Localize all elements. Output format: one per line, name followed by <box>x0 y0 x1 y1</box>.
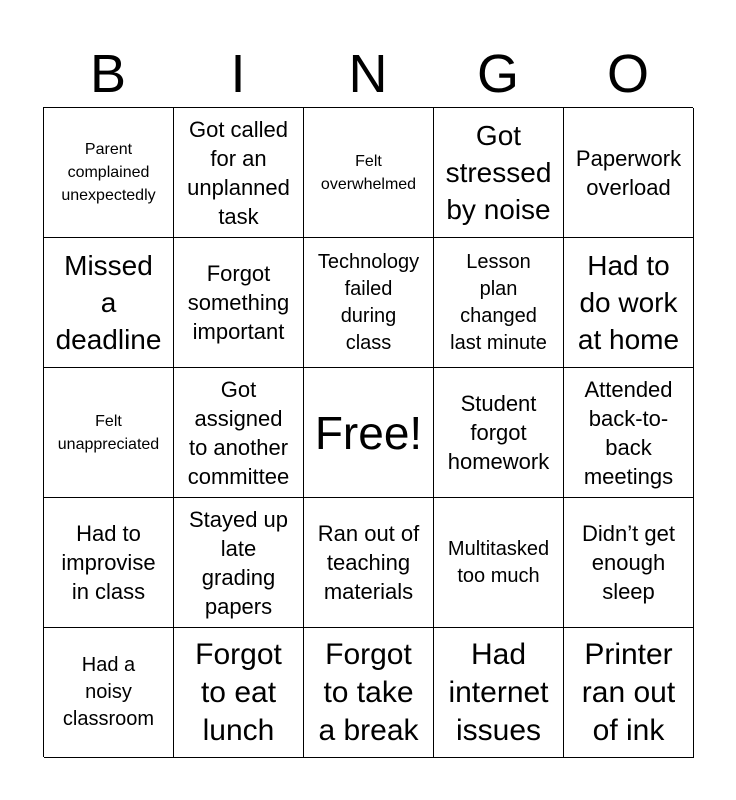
bingo-cell-r3c5[interactable] <box>564 368 694 498</box>
free-space[interactable] <box>304 368 434 498</box>
cell-text: Attended back-to- back meetings <box>583 376 674 489</box>
cell-text: Student forgot homework <box>447 391 550 474</box>
bingo-cell-r2c1[interactable] <box>44 238 174 368</box>
cell-text: Paperwork overload <box>575 145 682 200</box>
bingo-cell-r4c3[interactable] <box>304 498 434 628</box>
cell-text: Got stressed by noise <box>445 120 552 225</box>
bingo-cell-r5c5[interactable] <box>564 628 694 758</box>
cell-text: Ran out of teaching materials <box>317 521 420 604</box>
bingo-cell-r2c2[interactable] <box>174 238 304 368</box>
bingo-cell-r1c3[interactable] <box>304 108 434 238</box>
bingo-cell-r2c4[interactable] <box>434 238 564 368</box>
bingo-cell-r3c1[interactable] <box>44 368 174 498</box>
header-letter-i: I <box>230 44 246 104</box>
bingo-board <box>43 107 693 757</box>
bingo-header <box>43 40 693 108</box>
cell-text: Felt overwhelmed <box>320 152 417 193</box>
bingo-cell-r1c4[interactable] <box>434 108 564 238</box>
free-space-text: Free! <box>314 406 423 459</box>
cell-text: Missed a deadline <box>55 250 162 355</box>
cell-text: Printer ran out of ink <box>581 637 676 747</box>
header-letter-n: N <box>348 44 388 104</box>
cell-text: Had internet issues <box>448 637 549 747</box>
bingo-cell-r1c2[interactable] <box>174 108 304 238</box>
bingo-cell-r3c2[interactable] <box>174 368 304 498</box>
bingo-cell-r5c4[interactable] <box>434 628 564 758</box>
cell-text: Forgot to eat lunch <box>195 637 282 747</box>
bingo-cell-r5c2[interactable] <box>174 628 304 758</box>
bingo-cell-r4c4[interactable] <box>434 498 564 628</box>
bingo-cell-r1c5[interactable] <box>564 108 694 238</box>
cell-text: Had a noisy classroom <box>62 654 155 730</box>
header-letter-b: B <box>89 44 127 104</box>
cell-text: Didn’t get enough sleep <box>582 521 675 604</box>
bingo-cell-r5c1[interactable] <box>44 628 174 758</box>
cell-text: Forgot something important <box>187 261 290 344</box>
bingo-cell-r2c5[interactable] <box>564 238 694 368</box>
bingo-cell-r4c2[interactable] <box>174 498 304 628</box>
bingo-cell-r3c4[interactable] <box>434 368 564 498</box>
header-letter-g: G <box>476 44 519 104</box>
cell-text: Forgot to take a break <box>318 637 419 747</box>
cell-text: Multitasked too much <box>447 537 550 587</box>
cell-text: Lesson plan changed last minute <box>450 250 547 354</box>
cell-text: Had to do work at home <box>577 250 680 355</box>
cell-text: Technology failed during class <box>317 250 420 354</box>
bingo-cell-r4c1[interactable] <box>44 498 174 628</box>
cell-text: Had to improvise in class <box>61 521 156 604</box>
bingo-cell-r2c3[interactable] <box>304 238 434 368</box>
cell-text: Got assigned to another committee <box>187 376 290 489</box>
cell-text: Stayed up late grading papers <box>188 506 289 619</box>
bingo-cell-r5c3[interactable] <box>304 628 434 758</box>
header-letter-o: O <box>606 44 649 104</box>
bingo-cell-r4c5[interactable] <box>564 498 694 628</box>
cell-text: Got called for an unplanned task <box>187 116 290 229</box>
cell-text: Felt unappreciated <box>57 412 160 453</box>
cell-text: Parent complained unexpectedly <box>61 141 156 204</box>
bingo-cell-r1c1[interactable] <box>44 108 174 238</box>
